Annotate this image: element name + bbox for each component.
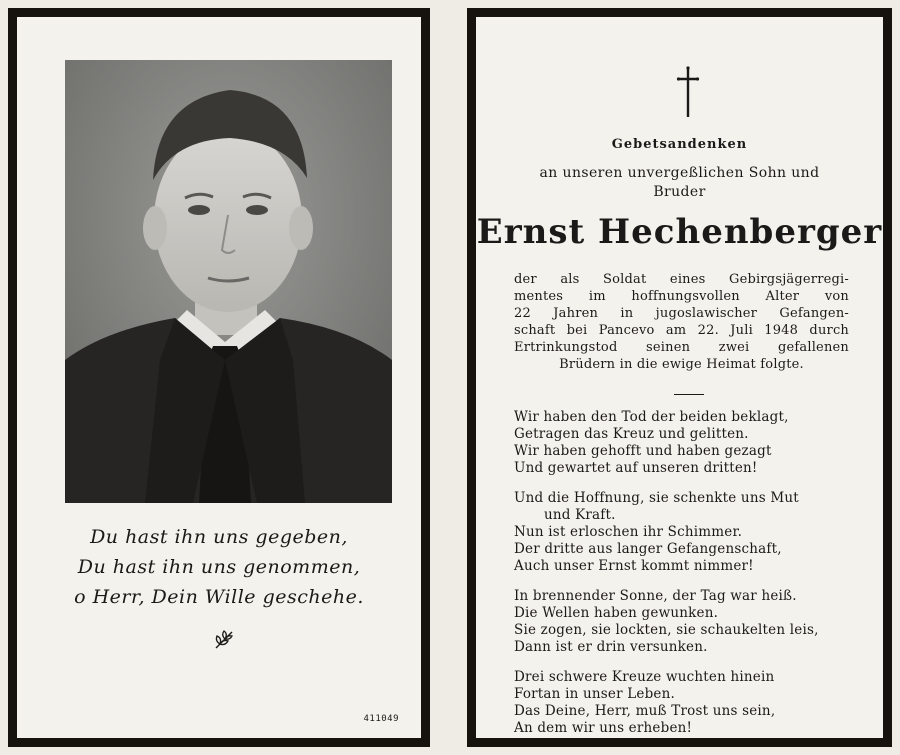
biography-line: Ertrinkungstod seinen zwei gefallenen <box>514 340 849 355</box>
prayer-line: o Herr, Dein Wille geschehe. <box>74 586 364 608</box>
poem-stanza <box>514 490 863 575</box>
divider <box>674 394 704 395</box>
poem-line: Und gewartet auf unseren dritten! <box>514 460 758 476</box>
poem-line: Sie zogen, sie lockten, sie schaukelten leis, <box>514 622 819 638</box>
portrait-photo <box>65 60 392 503</box>
poem-line: Nun ist erloschen ihr Schimmer. <box>514 524 743 540</box>
poem-line: Wir haben den Tod der beiden beklagt, <box>514 409 789 425</box>
poem-stanza <box>514 588 863 656</box>
poem-line: Wir haben gehofft und haben gezagt <box>514 443 772 459</box>
biography-line: 22 Jahren in jugoslawischer Gefangen- <box>514 306 849 321</box>
prayer-verse <box>37 522 401 612</box>
poem-line: und Kraft. <box>544 507 616 523</box>
poem-line: An dem wir uns erheben! <box>514 720 693 736</box>
prayer-line: Du hast ihn uns genommen, <box>77 556 361 578</box>
dedication-line: an unseren unvergeßlichen Sohn und <box>539 165 820 181</box>
memorial-card-photo-side <box>8 8 430 747</box>
poem-line: Die Wellen haben gewunken. <box>514 605 719 621</box>
olive-branch-icon <box>212 627 236 651</box>
poem-line: Der dritte aus langer Gefangenschaft, <box>514 541 782 557</box>
biography-line: mentes im hoffnungsvollen Alter von <box>514 289 849 304</box>
deceased-name: Ernst Hechenberger <box>476 212 883 252</box>
memorial-poem <box>514 409 863 750</box>
biography-line: Brüdern in die ewige Heimat folgte. <box>559 357 804 372</box>
poem-line: Das Deine, Herr, muß Trost uns sein, <box>514 703 776 719</box>
poem-line: Auch unser Ernst kommt nimmer! <box>514 558 754 574</box>
poem-line: Und die Hoffnung, sie schenkte uns Mut <box>514 490 799 506</box>
card-heading: Gebetsandenken <box>611 137 748 152</box>
print-number: 411049 <box>363 714 399 724</box>
poem-line: Drei schwere Kreuze wuchten hinein <box>514 669 775 685</box>
poem-line: Fortan in unser Leben. <box>514 686 675 702</box>
dedication <box>506 164 853 202</box>
poem-stanza <box>514 409 863 477</box>
poem-line: Getragen das Kreuz und gelitten. <box>514 426 749 442</box>
prayer-line: Du hast ihn uns gegeben, <box>90 526 348 548</box>
poem-line: Dann ist er drin versunken. <box>514 639 708 655</box>
poem-stanza <box>514 669 863 737</box>
biography <box>514 271 849 373</box>
poem-line: In brennender Sonne, der Tag war heiß. <box>514 588 797 604</box>
biography-line: der als Soldat eines Gebirgsjägerregi- <box>514 272 849 287</box>
cross-icon <box>676 65 700 119</box>
memorial-card-text-side <box>467 8 892 747</box>
dedication-line: Bruder <box>653 184 706 200</box>
biography-line: schaft bei Pancevo am 22. Juli 1948 durch <box>514 323 849 338</box>
